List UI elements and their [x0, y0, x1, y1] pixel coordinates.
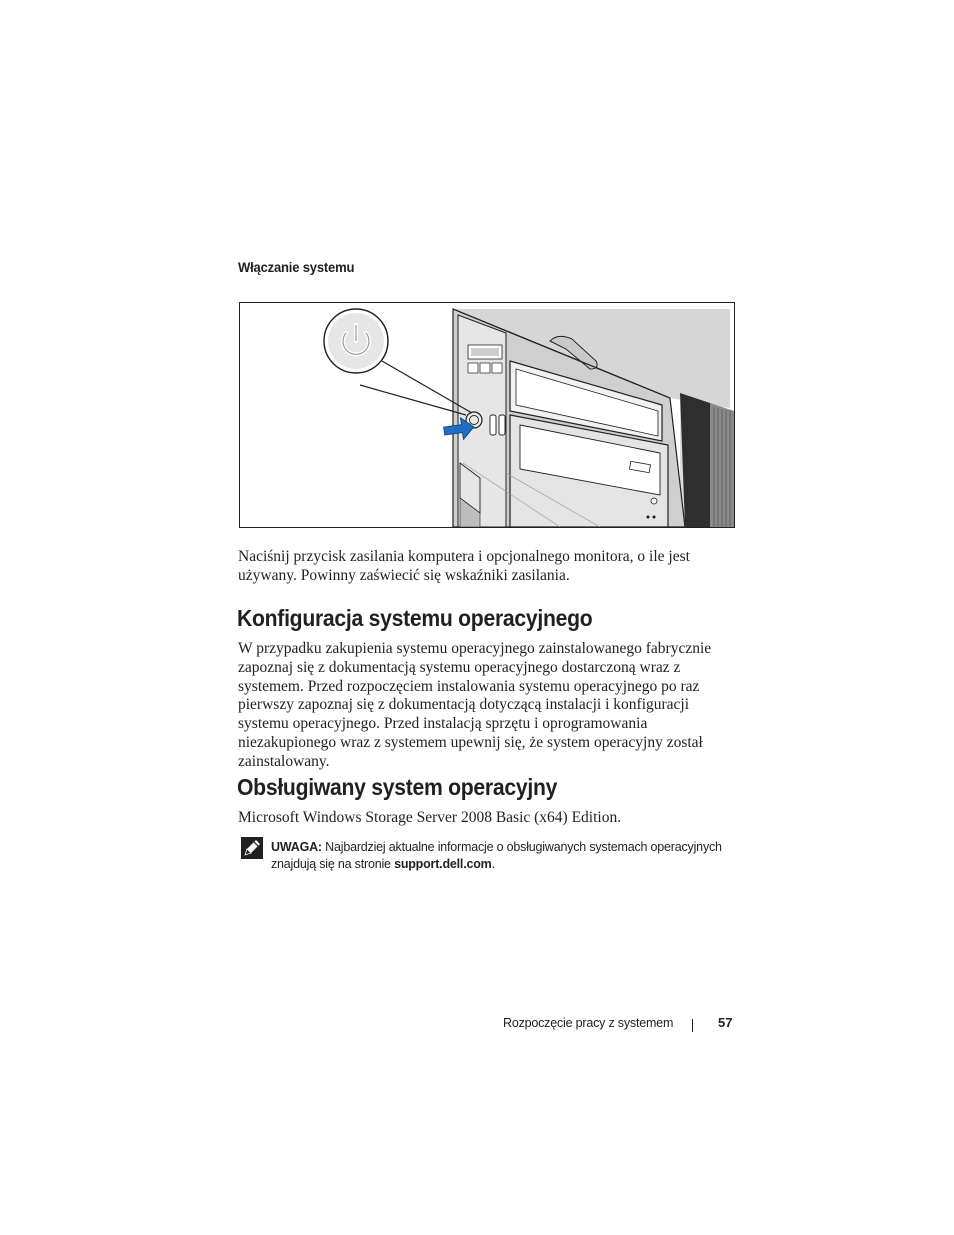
power-button-figure: [239, 302, 735, 528]
footer-chapter-title: Rozpoczęcie pracy z systemem: [503, 1016, 674, 1030]
support-link[interactable]: support.dell.com: [394, 857, 492, 871]
section-subheading: Włączanie systemu: [238, 259, 355, 275]
heading-supported-os: Obsługiwany system operacyjny: [237, 774, 558, 800]
note-label: UWAGA:: [271, 840, 322, 854]
note-body: Najbardziej aktualne informacje o obsługiwanych systemach operacyjnych znajdują się na stronie: [271, 840, 722, 871]
server-front-panel: [453, 309, 734, 527]
os-configuration-paragraph: W przypadku zakupienia systemu operacyjnego zainstalowanego fabrycznie zapoznaj się z dokumentacją systemu operacyjnego dostarczoną wraz z systemem. Przed rozpoczęciem instalowania systemu operacyjnego po raz pierwszy zapoznaj się z dokumentacją dotyczącą instalacji i konfiguracji systemu operacyjnego. Przed instalacją sprzętu i oprogramowania niezakupionego wraz z systemem upewnij się, że system operacyjny został zainstalowany.: [238, 640, 712, 770]
power-icon: [324, 309, 388, 373]
note-text: [271, 839, 741, 873]
supported-os-paragraph: Microsoft Windows Storage Server 2008 Basic (x64) Edition.: [238, 809, 622, 826]
page-number: 57: [718, 1015, 733, 1030]
note-pencil-icon: [241, 837, 263, 859]
heading-os-configuration: Konfiguracja systemu operacyjnego: [237, 605, 593, 631]
power-on-paragraph: Naciśnij przycisk zasilania komputera i opcjonalnego monitora, o ile jest używany. Powinny zaświecić się wskaźniki zasilania.: [238, 548, 690, 584]
note-end: .: [491, 857, 495, 871]
footer-separator: [692, 1019, 693, 1032]
